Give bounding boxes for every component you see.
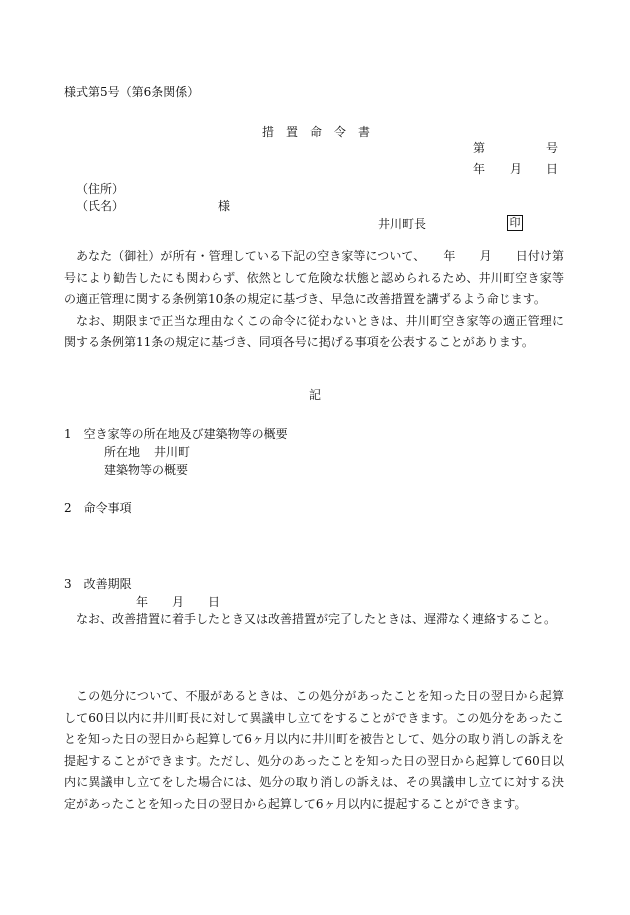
issuer-name: 井川町長 [378, 217, 427, 231]
doc-number-prefix: 第 [473, 141, 486, 155]
section-3-heading: 3 改善期限 [64, 577, 132, 591]
ki-heading: 記 [309, 388, 322, 402]
deadline-note: なお、改善措置に着手したとき又は改善措置が完了したときは、遅滞なく連絡すること。 [76, 612, 557, 626]
appeal-notice-block [64, 686, 564, 815]
honorific: 様 [218, 199, 231, 213]
document-title: 措 置 命 令 書 [262, 125, 371, 139]
building-overview-label: 建築物等の概要 [104, 463, 189, 477]
body-text [64, 246, 589, 354]
seal-stamp: 印 [507, 215, 523, 231]
body-paragraph-1: あなた（御社）が所有・管理している下記の空き家等について、 年 月 日付け第 号により勧告したにも関わらず、依然として危険な状態と認められるため、井川町空き家等の適正管理に関する条例第10条の規定に基づき、早急に改善措置を講ずるよう命じます。 [64, 249, 589, 306]
section-2-heading: 2 命令事項 [64, 501, 132, 515]
deadline-date-line: 年 月 日 [136, 595, 221, 609]
location-value: 井川町 [154, 445, 191, 459]
doc-number-suffix: 号 [546, 141, 559, 155]
body-paragraph-2: なお、期限まで正当な理由なくこの命令に従わないときは、井川町空き家等の適正管理に関する条例第11条の規定に基づき、同項各号に掲げる事項を公表することがあります。 [64, 313, 564, 349]
address-label: （住所） [76, 182, 125, 196]
form-number: 様式第5号（第6条関係） [64, 85, 200, 99]
location-label: 所在地 [104, 445, 141, 459]
date-year-label: 年 [473, 162, 486, 176]
date-day-label: 日 [546, 162, 559, 176]
appeal-notice: この処分について、不服があるときは、この処分があったことを知った日の翌日から起算して60日以内に井川町長に対して異議申し立てをすることができます。この処分をあったことを知った日の翌日から起算して6ヶ月以内に井川町を被告として、処分の取り消しの訴えを提起することができます。ただし、処分のあったことを知った日の翌日から起算して60日以内に異議申し立てをした場合には、処分の取り消しの訴えは、その異議申し立てに対する決定があったことを知った日の翌日から起算して6ヶ月以内に提起することができます。 [64, 689, 564, 811]
date-month-label: 月 [510, 162, 523, 176]
name-label: （氏名） [76, 199, 125, 213]
section-1-heading: 1 空き家等の所在地及び建築物等の概要 [64, 427, 288, 441]
